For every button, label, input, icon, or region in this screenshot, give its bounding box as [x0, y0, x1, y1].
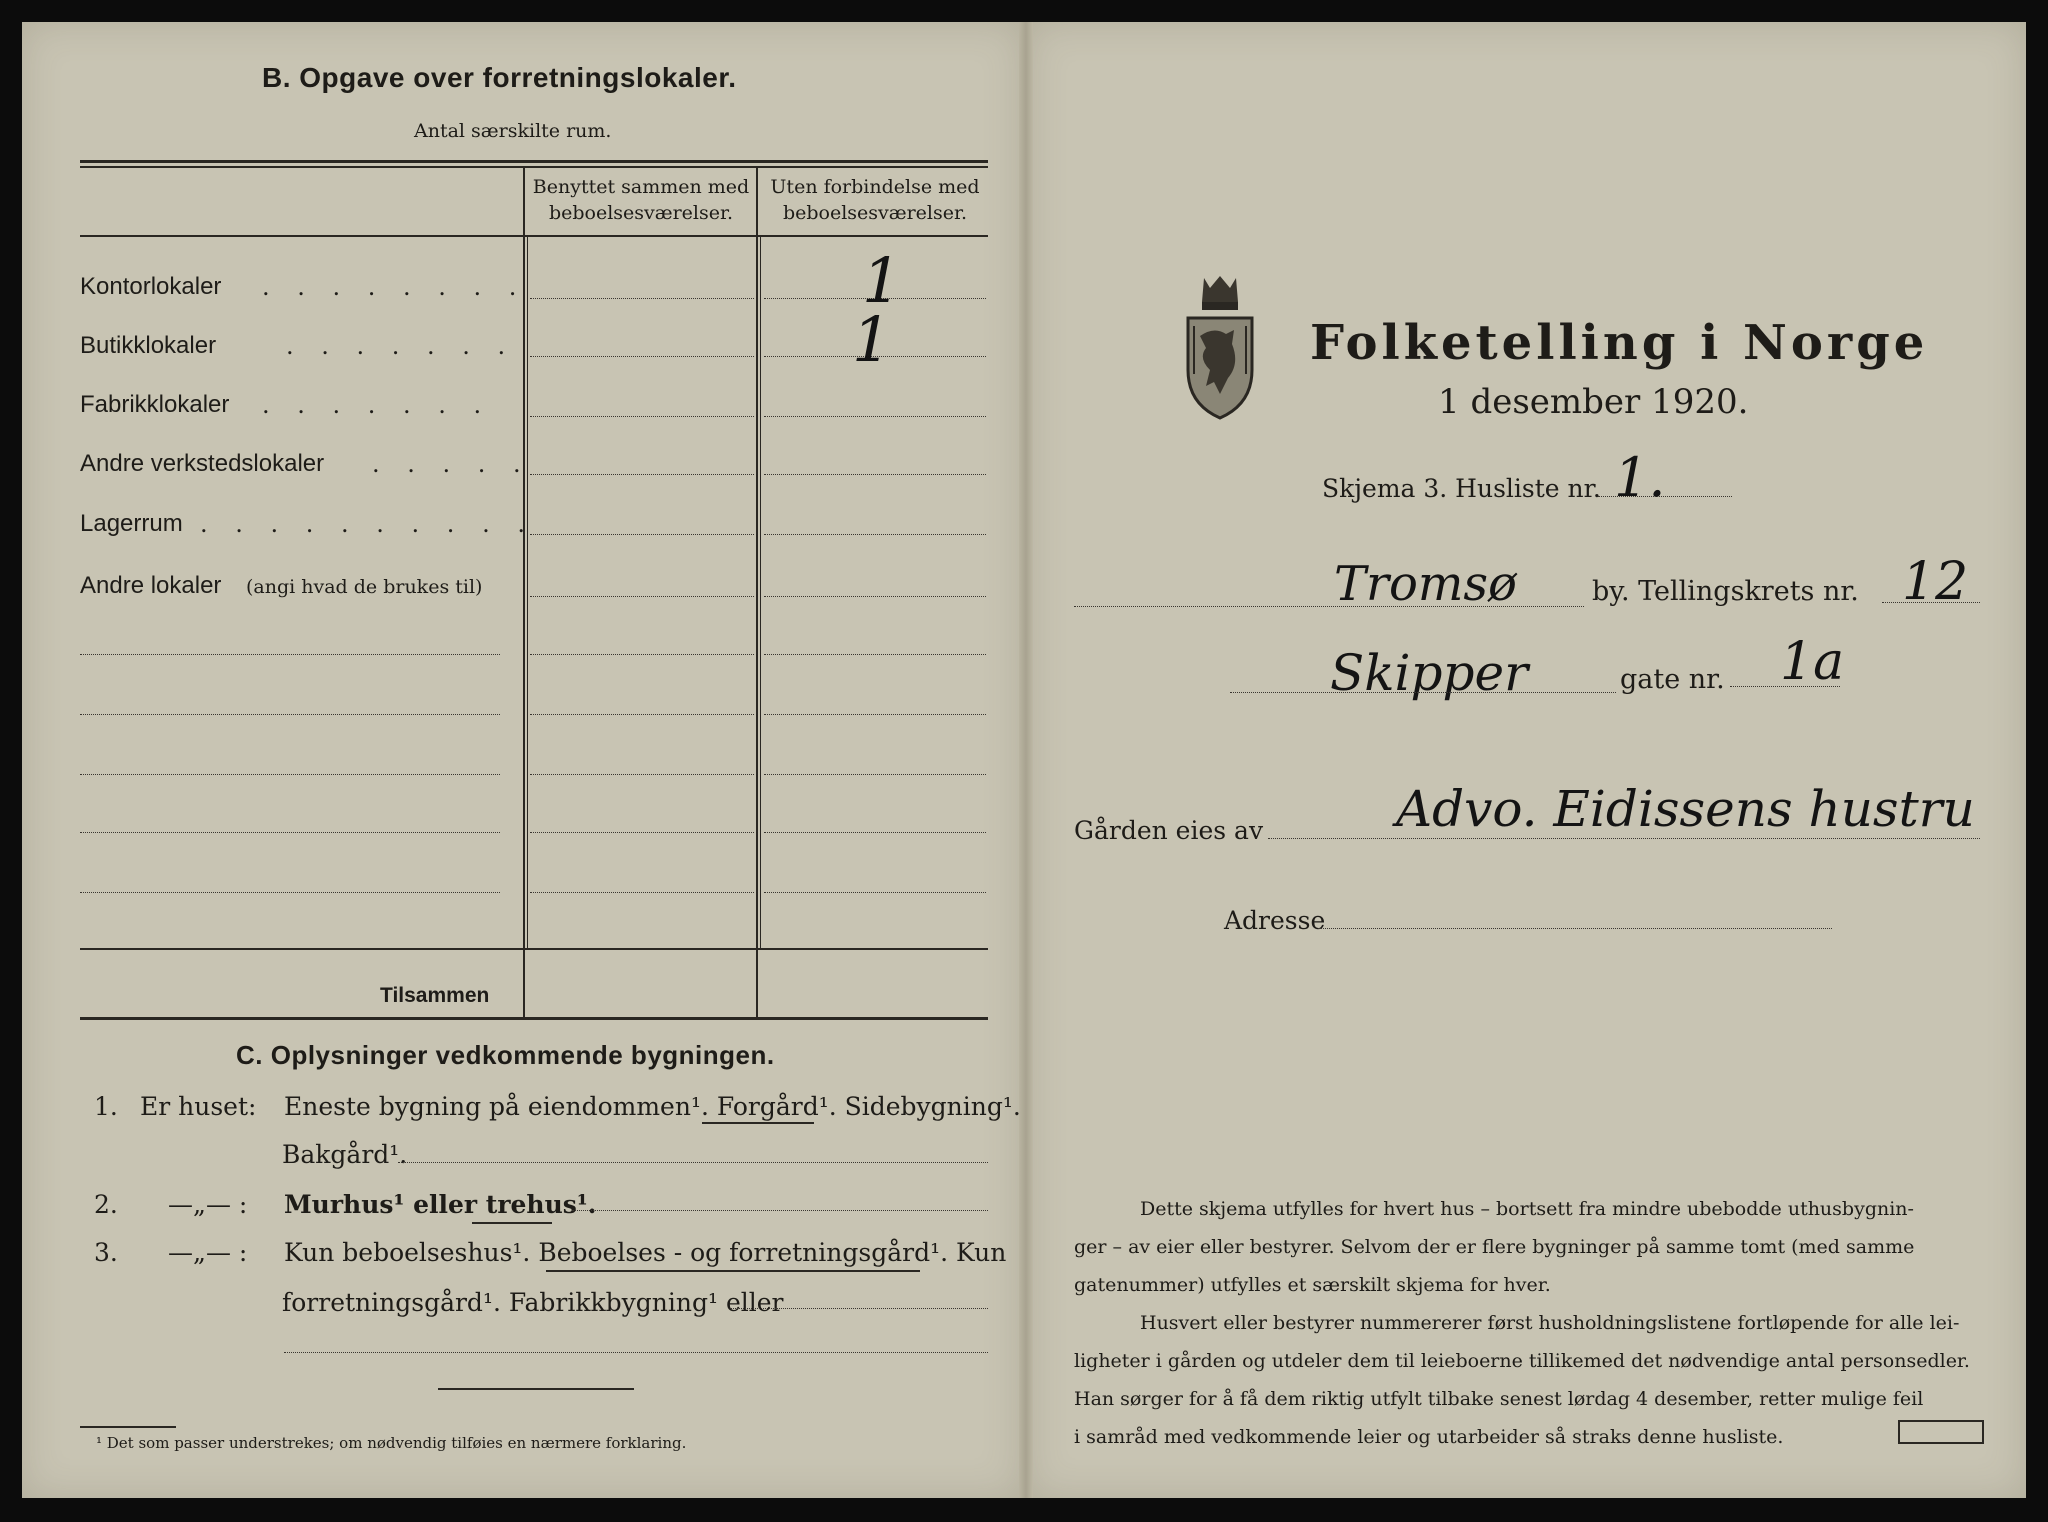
q3-options-2: forretningsgård¹. Fabrikkbygning¹ eller [282, 1288, 784, 1317]
col-divider-2 [756, 166, 758, 950]
adresse-line [1318, 928, 1832, 929]
column-line [530, 534, 754, 535]
row-dots: . . . . . [372, 450, 531, 478]
blank-line [284, 1352, 988, 1353]
total-top-rule [80, 948, 988, 950]
column-line [530, 892, 754, 893]
tellingskrets-value: 12 [1902, 552, 1969, 612]
gate-line [1730, 686, 1840, 687]
row-label-lagerrum: Lagerrum [80, 510, 183, 537]
q3-number: 3. [94, 1238, 118, 1267]
row-label-andre-verkstedslokaler: Andre verkstedslokaler [80, 450, 325, 477]
section-c-title: C. Oplysninger vedkommende bygningen. [236, 1040, 775, 1070]
owner-value: Advo. Eidissens hustru [1396, 780, 1975, 838]
census-title: Folketelling i Norge [1310, 315, 1929, 371]
column-line [764, 774, 986, 775]
street-line [1230, 692, 1616, 693]
section-b-subtitle: Antal særskilte rum. [414, 120, 612, 142]
husliste-nr-value: 1. [1614, 446, 1666, 509]
page-fold [1019, 22, 1033, 1498]
husliste-line [1598, 496, 1732, 497]
row-label-kontorlokaler: Kontorlokaler [80, 273, 222, 300]
forretningsgard-underline [546, 1270, 920, 1272]
by-tellingskrets-label: by. Tellingskrets nr. [1592, 576, 1859, 607]
column-line [764, 654, 986, 655]
instructions-line-5: ligheter i gården og utdeler dem til leieboerne tillikemed det nødvendige antal personsedler. [1074, 1350, 1970, 1372]
instructions-line-4: Husvert eller bestyrer nummererer først husholdningslistene fortløpende for alle lei- [1140, 1312, 1960, 1334]
column-line [530, 298, 754, 299]
blank-line [80, 892, 500, 893]
row-label-butikklokaler: Butikklokaler [80, 332, 217, 359]
column-line [764, 474, 986, 475]
column-line [764, 534, 986, 535]
column-line [764, 714, 986, 715]
col-divider-2b [760, 236, 761, 950]
row-label-fabrikklokaler: Fabrikklokaler [80, 391, 230, 418]
instructions-line-7: i samråd med vedkommende leier og utarbeider så straks denne husliste. [1074, 1426, 1784, 1448]
q1-label: Er huset: [140, 1092, 257, 1121]
column-line [530, 654, 754, 655]
forgard-underline [702, 1122, 814, 1124]
total-divider-2 [756, 950, 758, 1018]
q2-number: 2. [94, 1190, 118, 1219]
q3-options: Kun beboelseshus¹. Beboelses - og forretningsgård¹. Kun [284, 1238, 1007, 1267]
adresse-label: Adresse [1224, 906, 1326, 935]
q2-options: Murhus¹ eller trehus¹. [284, 1190, 597, 1219]
section-b-title: B. Opgave over forretningslokaler. [262, 62, 737, 93]
instructions-line-1: Dette skjema utfylles for hvert hus – bortsett fra mindre ubebodde uthusbygnin- [1140, 1198, 1914, 1220]
q1-options-2: Bakgård¹. [282, 1140, 408, 1169]
total-bottom-rule [80, 1017, 988, 1020]
table-top-rule-2 [80, 166, 988, 168]
column-line [764, 416, 986, 417]
total-label: Tilsammen [380, 984, 490, 1007]
instructions-line-3: gatenummer) utfylles et særskilt skjema for hver. [1074, 1274, 1551, 1296]
column-line [530, 774, 754, 775]
owner-label: Gården eies av [1074, 816, 1264, 845]
footnote: ¹ Det som passer understrekes; om nødvendig tilføies en nærmere forklaring. [96, 1434, 687, 1452]
column-line [530, 356, 754, 357]
kontorlokaler-value: 1 [862, 244, 902, 317]
blank-line [80, 654, 500, 655]
instructions-line-6: Han sørger for å få dem riktig utfylt tilbake senest lørdag 4 desember, retter mulige feil [1074, 1388, 1924, 1410]
row-dots: . . . . . . . [262, 391, 492, 419]
blank-line [730, 1308, 988, 1309]
coat-of-arms-icon [1180, 274, 1260, 422]
printer-stamp [1898, 1420, 1984, 1444]
city-line [1074, 606, 1584, 607]
row-dots: . . . . . . . . [262, 273, 527, 301]
row-dots: . . . . . . . [286, 332, 516, 360]
blank-line [80, 774, 500, 775]
blank-line [572, 1210, 988, 1211]
total-divider-1 [523, 950, 525, 1018]
column-line [530, 474, 754, 475]
column-line [530, 832, 754, 833]
census-date: 1 desember 1920. [1438, 382, 1749, 422]
gate-label: gate nr. [1620, 664, 1725, 695]
table-top-rule [80, 160, 988, 163]
butikklokaler-value: 1 [852, 303, 892, 376]
city-value: Tromsø [1334, 556, 1517, 612]
owner-line [1268, 838, 1980, 839]
q3-label: —„— : [168, 1238, 248, 1267]
column-line [764, 892, 986, 893]
row-dots: . . . . . . . . . . [200, 510, 535, 538]
divider-short [438, 1388, 634, 1390]
column-header-with-rooms: Benyttet sammen med beboelsesværelser. [532, 176, 750, 224]
row-note-andre-lokaler: (angi hvad de brukes til) [246, 576, 483, 598]
q1-number: 1. [94, 1092, 118, 1121]
footnote-rule [80, 1426, 176, 1428]
blank-line [80, 832, 500, 833]
trehus-underline [472, 1222, 552, 1224]
q1-options: Eneste bygning på eiendommen¹. Forgård¹. Sidebygning¹. [284, 1092, 1021, 1121]
instructions-line-2: ger – av eier eller bestyrer. Selvom der er flere bygninger på samme tomt (med samme [1074, 1236, 1915, 1258]
column-line [764, 596, 986, 597]
row-label-andre-lokaler: Andre lokaler [80, 572, 222, 599]
column-line [530, 596, 754, 597]
column-line [764, 832, 986, 833]
column-line [530, 714, 754, 715]
col-divider-1b [527, 236, 528, 950]
header-rule [80, 235, 988, 237]
blank-line [80, 714, 500, 715]
skjema-label: Skjema 3. Husliste nr. [1322, 474, 1601, 503]
column-line [530, 416, 754, 417]
column-header-without-rooms: Uten forbindelse med beboelsesværelser. [770, 176, 980, 224]
gate-nr-value: 1a [1780, 632, 1845, 692]
blank-line [398, 1162, 988, 1163]
krets-line [1882, 602, 1980, 603]
street-value: Skipper [1330, 644, 1529, 702]
q2-label: —„— : [168, 1190, 248, 1219]
